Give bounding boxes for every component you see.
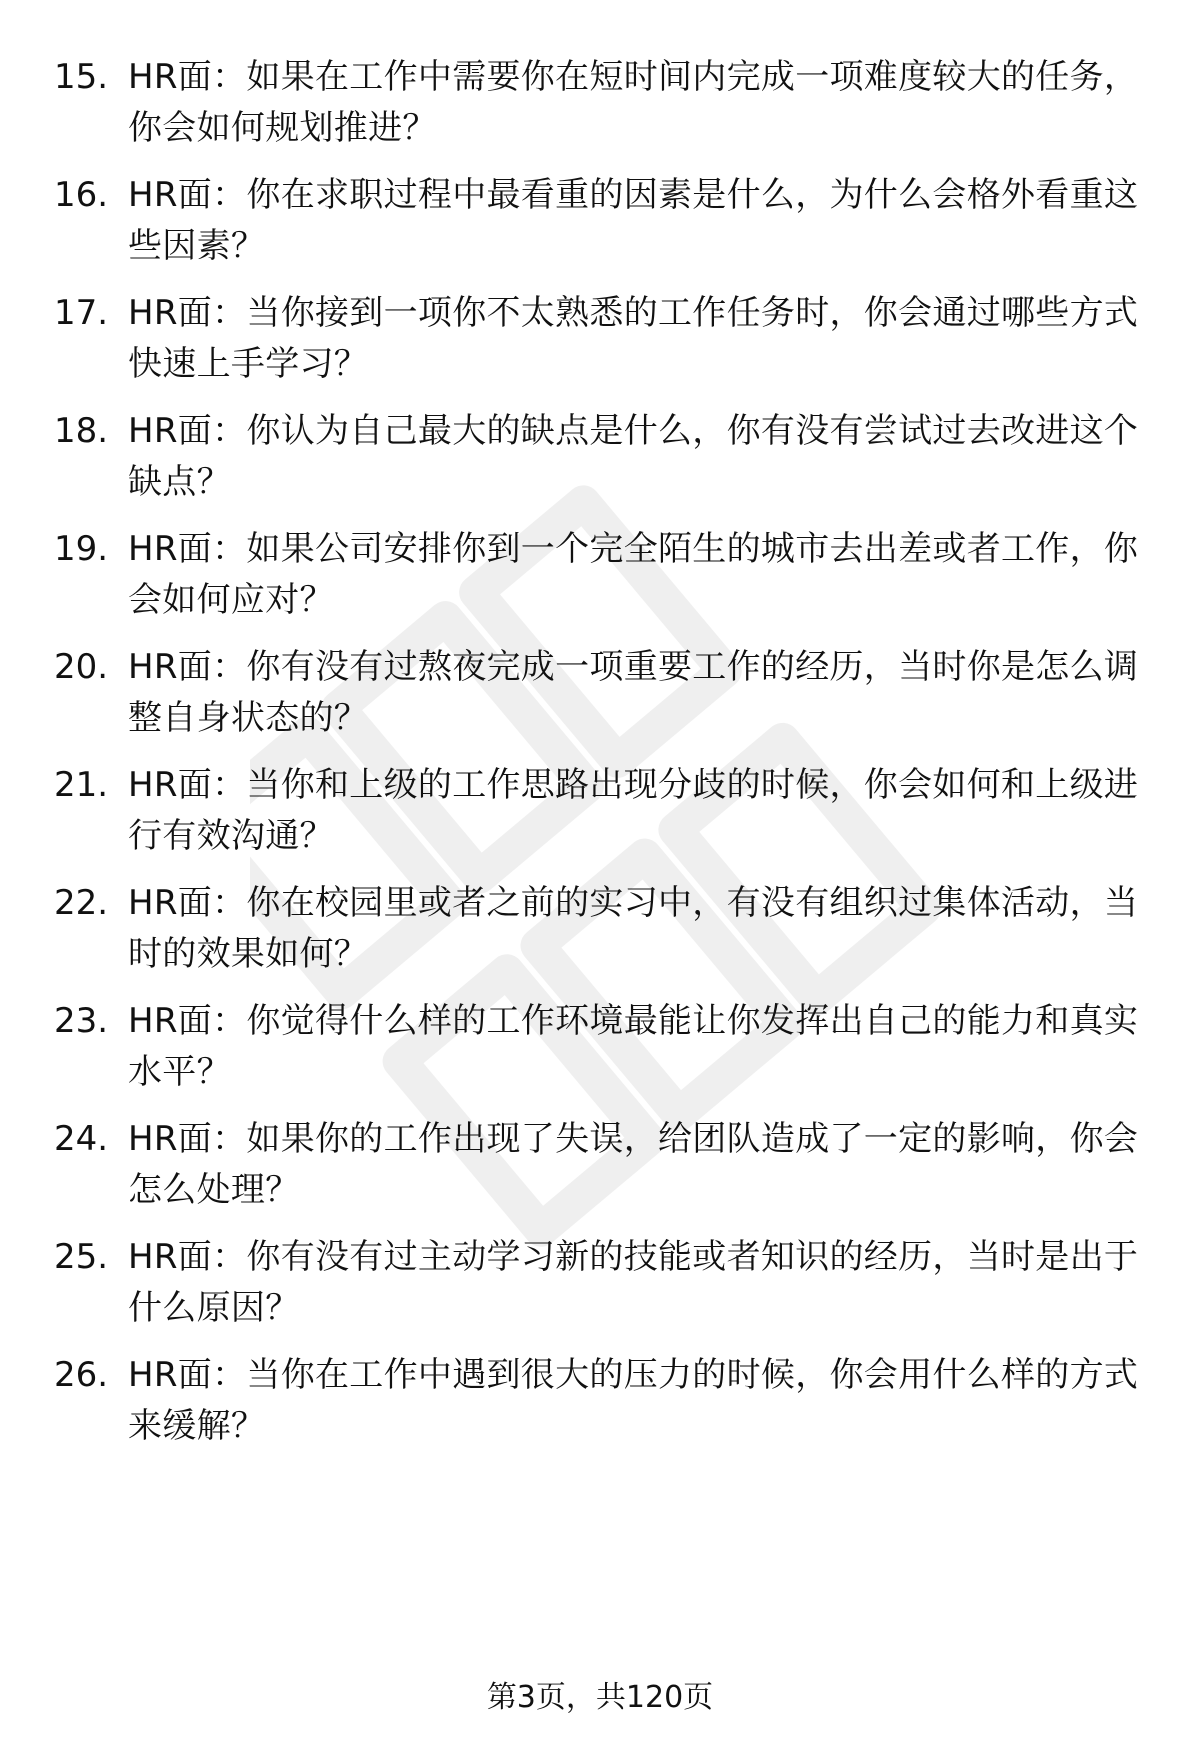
- question-text: HR面：你有没有过主动学习新的技能或者知识的经历，当时是出于什么原因？: [128, 1237, 1139, 1328]
- question-number: 16.: [54, 175, 109, 215]
- question-number: 22.: [54, 883, 109, 923]
- question-number: 23.: [54, 1001, 109, 1041]
- question-item: [0, 996, 1200, 1106]
- question-text: HR面：如果在工作中需要你在短时间内完成一项难度较大的任务，你会如何规划推进？: [128, 57, 1139, 148]
- question-number: 24.: [54, 1119, 109, 1159]
- question-text: HR面：当你接到一项你不太熟悉的工作任务时，你会通过哪些方式快速上手学习？: [128, 293, 1139, 384]
- question-item: [0, 524, 1200, 634]
- question-number: 18.: [54, 411, 109, 451]
- question-item: [0, 1350, 1200, 1460]
- question-item: [0, 1114, 1200, 1224]
- question-text: HR面：你在求职过程中最看重的因素是什么，为什么会格外看重这些因素？: [128, 175, 1139, 266]
- question-number: 21.: [54, 765, 109, 805]
- question-number: 25.: [54, 1237, 109, 1277]
- question-number: 17.: [54, 293, 109, 333]
- question-item: [0, 288, 1200, 398]
- question-number: 26.: [54, 1355, 109, 1395]
- question-text: HR面：你在校园里或者之前的实习中，有没有组织过集体活动，当时的效果如何？: [128, 883, 1139, 974]
- question-item: [0, 52, 1200, 162]
- question-number: 15.: [54, 57, 109, 97]
- question-text: HR面：当你和上级的工作思路出现分歧的时候，你会如何和上级进行有效沟通？: [128, 765, 1139, 856]
- question-text: HR面：你有没有过熬夜完成一项重要工作的经历，当时你是怎么调整自身状态的？: [128, 647, 1139, 738]
- question-item: [0, 406, 1200, 516]
- question-item: [0, 642, 1200, 752]
- question-item: [0, 760, 1200, 870]
- question-text: HR面：你认为自己最大的缺点是什么，你有没有尝试过去改进这个缺点？: [128, 411, 1139, 502]
- page-indicator: 第3页，共120页: [486, 1680, 714, 1715]
- question-number: 19.: [54, 529, 109, 569]
- question-item: [0, 170, 1200, 280]
- question-text: HR面：如果公司安排你到一个完全陌生的城市去出差或者工作，你会如何应对？: [128, 529, 1139, 620]
- question-text: HR面：你觉得什么样的工作环境最能让你发挥出自己的能力和真实水平？: [128, 1001, 1139, 1092]
- question-text: HR面：如果你的工作出现了失误，给团队造成了一定的影响，你会怎么处理？: [128, 1119, 1139, 1210]
- question-number: 20.: [54, 647, 109, 687]
- question-item: [0, 1232, 1200, 1342]
- question-text: HR面：当你在工作中遇到很大的压力的时候，你会用什么样的方式来缓解？: [128, 1355, 1139, 1446]
- question-item: [0, 878, 1200, 988]
